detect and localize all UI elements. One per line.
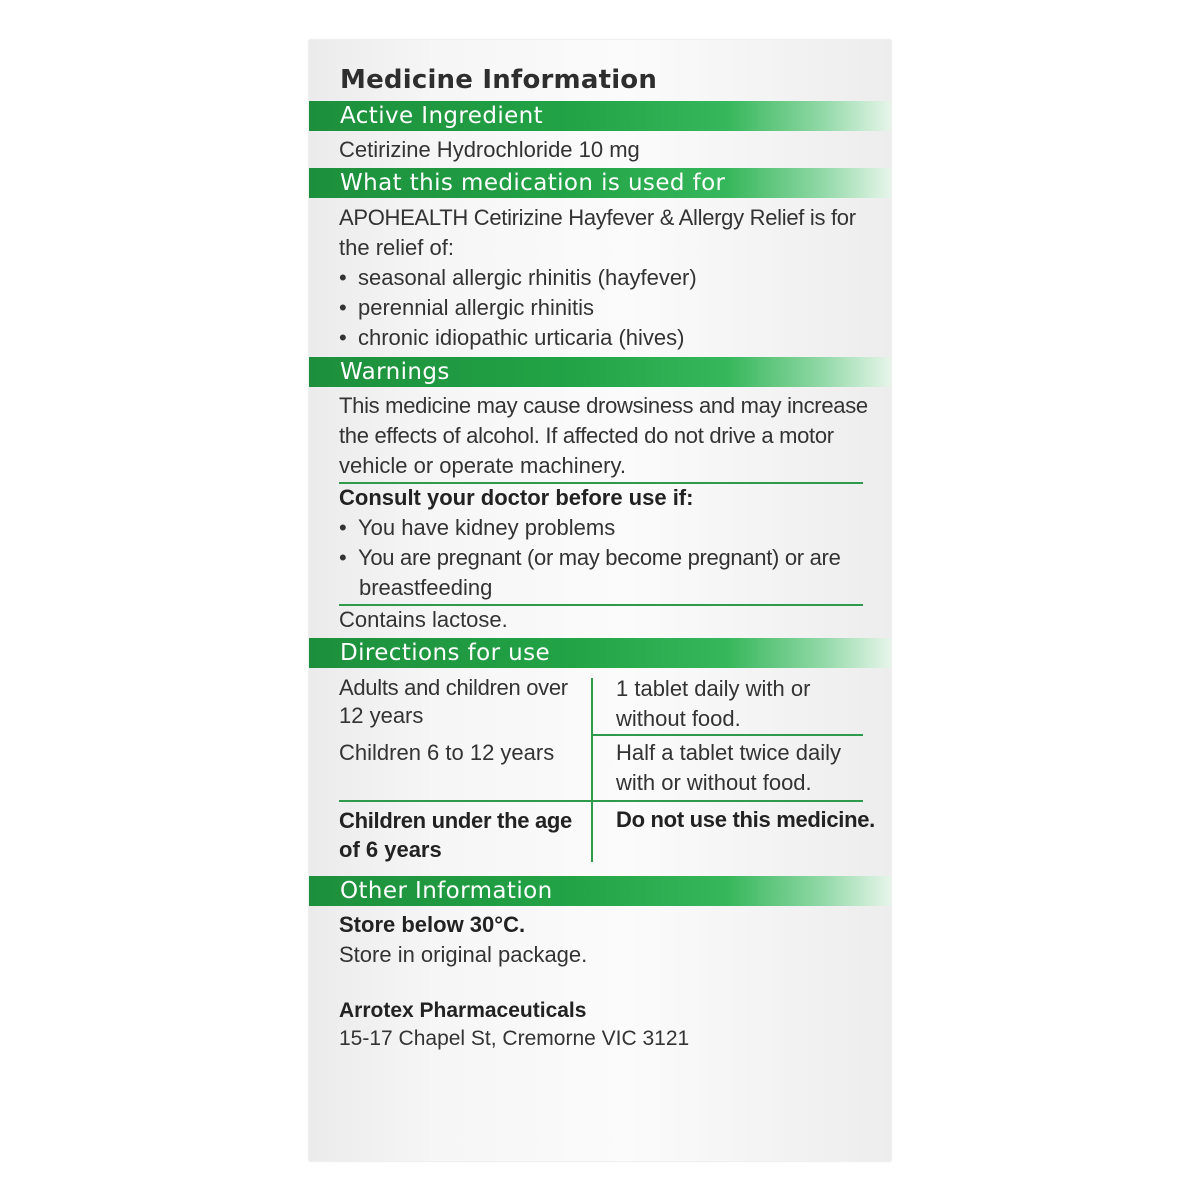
page-title: Medicine Information	[340, 65, 658, 95]
table-cell-dose: with or without food.	[616, 770, 812, 795]
section-heading: Active Ingredient	[340, 103, 544, 129]
medicine-info-panel	[309, 40, 891, 1161]
table-cell-dose: Do not use this medicine.	[616, 807, 875, 832]
table-cell-dose: Half a tablet twice daily	[616, 740, 841, 765]
list-item: • You are pregnant (or may become pregnant) or are	[339, 543, 841, 573]
used-for-intro: the relief of:	[339, 235, 454, 260]
section-header-used-for	[309, 168, 891, 198]
table-cell-who: Adults and children over	[339, 675, 568, 700]
warning-text: vehicle or operate machinery.	[339, 453, 626, 478]
table-cell-who: 12 years	[339, 703, 424, 728]
lactose-note: Contains lactose.	[339, 607, 508, 632]
table-cell-who: Children 6 to 12 years	[339, 740, 555, 765]
section-heading: What this medication is used for	[340, 170, 726, 196]
table-column-divider	[591, 678, 593, 862]
section-header-other-information	[309, 876, 891, 906]
list-item-continuation: breastfeeding	[359, 575, 493, 600]
table-row-divider	[592, 734, 863, 736]
list-item: • chronic idiopathic urticaria (hives)	[339, 323, 684, 353]
list-item: • perennial allergic rhinitis	[339, 293, 594, 323]
used-for-intro: APOHEALTH Cetirizine Hayfever & Allergy Relief is for	[339, 205, 856, 230]
section-heading: Other Information	[340, 878, 553, 904]
warning-text: This medicine may cause drowsiness and may increase	[339, 393, 868, 418]
table-cell-dose: 1 tablet daily with or	[616, 676, 811, 701]
section-heading: Directions for use	[340, 640, 551, 666]
section-header-active-ingredient	[309, 101, 891, 131]
storage-temperature: Store below 30°C.	[339, 912, 526, 937]
storage-package: Store in original package.	[339, 942, 588, 967]
manufacturer-name: Arrotex Pharmaceuticals	[339, 999, 587, 1022]
consult-heading: Consult your doctor before use if:	[339, 485, 694, 510]
section-header-warnings	[309, 357, 891, 387]
active-ingredient-text: Cetirizine Hydrochloride 10 mg	[339, 137, 640, 162]
warning-text: the effects of alcohol. If affected do not drive a motor	[339, 423, 834, 448]
list-item: • seasonal allergic rhinitis (hayfever)	[339, 263, 697, 293]
manufacturer-address: 15-17 Chapel St, Cremorne VIC 3121	[339, 1027, 690, 1050]
table-row-divider	[339, 800, 863, 802]
table-cell-who: Children under the age	[339, 808, 572, 833]
table-cell-dose: without food.	[616, 706, 741, 731]
list-item: • You have kidney problems	[339, 513, 615, 543]
section-header-directions	[309, 638, 891, 668]
section-heading: Warnings	[340, 359, 450, 385]
table-cell-who: of 6 years	[339, 837, 442, 862]
